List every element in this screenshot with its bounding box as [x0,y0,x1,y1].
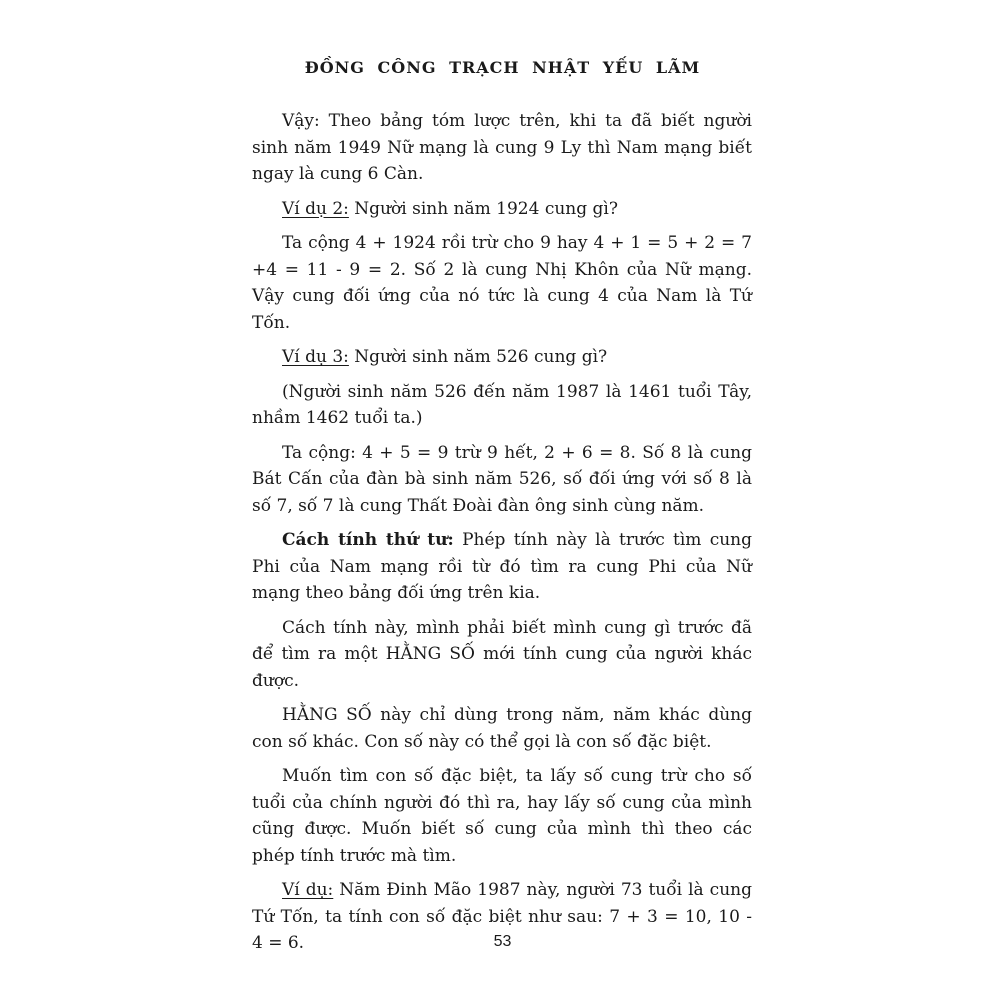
example-final-text: Năm Đinh Mão 1987 này, người 73 tuổi là cung Tứ Tốn, ta tính con số đặc biệt như sau: 7 + 3 = 10, 10 - 4 = 6. [252,880,752,953]
method-4-text: Phép tính này là trước tìm cung Phi của Nam mạng rồi từ đó tìm ra cung Phi của Nữ mạng theo bảng đối ứng trên kia. [252,530,752,603]
paragraph-method-4 [252,527,752,607]
paragraph-3: Ta cộng 4 + 1924 rồi trừ cho 9 hay 4 + 1 = 5 + 2 = 7 +4 = 11 - 9 = 2. Số 2 là cung Nhị Khôn của Nữ mạng. Vậy cung đối ứng của nó tức là cung 4 của Nam là Tứ Tốn. [252,233,752,333]
paragraph-6: Ta cộng: 4 + 5 = 9 trừ 9 hết, 2 + 6 = 8. Số 8 là cung Bát Cấn của đàn bà sinh năm 526, số đối ứng với số 8 là số 7, số 7 là cung Thất Đoài đàn ông sinh cùng năm. [252,442,752,516]
example-2-text: Người sinh năm 1924 cung gì? [348,198,618,219]
paragraph-8: Cách tính này, mình phải biết mình cung gì trước đã để tìm ra một HẰNG SỐ mới tính cung của người khác được. [252,617,752,691]
running-header: ĐỒNG CÔNG TRẠCH NHẬT YẾU LÃM [304,58,701,77]
example-3-label: Ví dụ 3: [282,347,349,367]
paragraph-10: Muốn tìm con số đặc biệt, ta lấy số cung trừ cho số tuổi của chính người đó thì ra, hay lấy số cung của mình cũng được. Muốn biết số cung của mình thì theo các phép tính trước mà tìm. [252,766,752,866]
paragraph-9: HẰNG SỐ này chỉ dùng trong năm, năm khác dùng con số khác. Con số này có thể gọi là con số đặc biệt. [252,705,752,752]
paragraph-example-2 [252,196,752,223]
paragraph-5: (Người sinh năm 526 đến năm 1987 là 1461 tuổi Tây, nhầm 1462 tuổi ta.) [252,381,752,428]
example-3-text: Người sinh năm 526 cung gì? [348,347,608,367]
method-4-label: Cách tính thứ tư: [282,530,454,550]
page-body [252,108,752,965]
paragraph-1: Vậy: Theo bảng tóm lược trên, khi ta đã biết người sinh năm 1949 Nữ mạng là cung 9 Ly thì Nam mạng biết ngay là cung 6 Càn. [252,111,752,184]
paragraph-example-3 [252,344,752,371]
example-2-label: Ví dụ 2: [282,198,349,219]
example-final-label: Ví dụ: [282,880,334,900]
page-number: 53 [493,933,512,950]
